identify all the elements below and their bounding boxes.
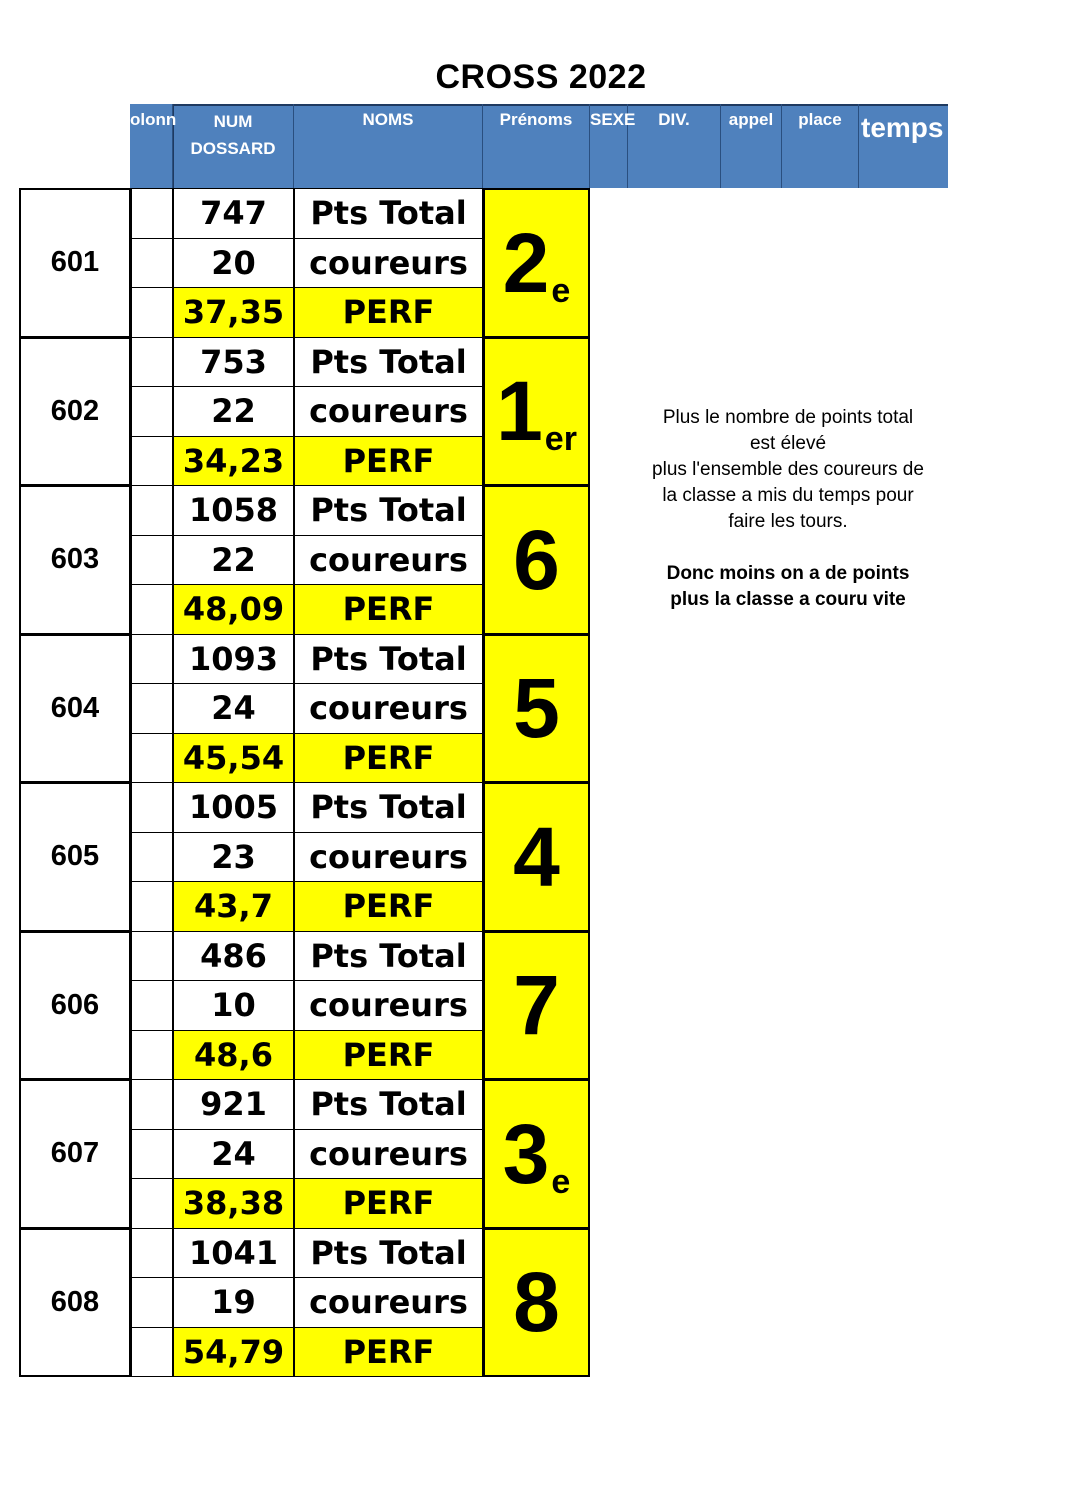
header-prenoms: Prénoms: [483, 104, 590, 188]
blank-cell: [131, 1327, 173, 1378]
rank-suffix: e: [551, 1162, 571, 1201]
class-name: 603: [19, 485, 131, 635]
perf-label: PERF: [294, 584, 483, 635]
blank-cell: [131, 535, 173, 586]
points-label: Pts Total: [294, 485, 483, 536]
runners-label: coureurs: [294, 535, 483, 586]
perf-label: PERF: [294, 733, 483, 784]
class-name: 608: [19, 1228, 131, 1378]
blank-cell: [131, 832, 173, 883]
perf-value: 34,23: [173, 436, 294, 487]
rank-number: 3: [502, 1106, 550, 1201]
points-label: Pts Total: [294, 1079, 483, 1130]
rank-suffix: e: [551, 271, 571, 310]
blank-cell: [131, 238, 173, 289]
blank-cell: [131, 634, 173, 685]
runners-label: coureurs: [294, 386, 483, 437]
points-label: Pts Total: [294, 931, 483, 982]
points-value: 747: [173, 188, 294, 239]
rank-cell: [483, 337, 590, 487]
blank-cell: [131, 881, 173, 932]
points-value: 921: [173, 1079, 294, 1130]
header-sexe: SEXE: [590, 104, 628, 188]
blank-cell: [131, 584, 173, 635]
header-appel: appel: [721, 104, 782, 188]
header-place: place: [782, 104, 859, 188]
runners-value: 22: [173, 535, 294, 586]
blank-cell: [131, 782, 173, 833]
note-bold-line: Donc moins on a de points: [666, 563, 910, 584]
runners-label: coureurs: [294, 238, 483, 289]
points-value: 1058: [173, 485, 294, 536]
rank-cell: [483, 634, 590, 784]
perf-value: 37,35: [173, 287, 294, 338]
perf-value: 43,7: [173, 881, 294, 932]
blank-cell: [131, 733, 173, 784]
note-line: Plus le nombre de points total: [662, 407, 914, 428]
perf-value: 48,09: [173, 584, 294, 635]
header-noms: NOMS: [294, 104, 483, 188]
blank-cell: [131, 436, 173, 487]
points-label: Pts Total: [294, 782, 483, 833]
perf-label: PERF: [294, 1178, 483, 1229]
blank-cell: [131, 1079, 173, 1130]
blank-cell: [131, 287, 173, 338]
blank-cell: [131, 337, 173, 388]
header-temps: temps: [861, 112, 944, 143]
perf-value: 38,38: [173, 1178, 294, 1229]
runners-label: coureurs: [294, 1277, 483, 1328]
runners-value: 23: [173, 832, 294, 883]
rank-number: 2: [502, 215, 550, 310]
points-value: 753: [173, 337, 294, 388]
runners-label: coureurs: [294, 683, 483, 734]
blank-cell: [131, 1129, 173, 1180]
points-value: 486: [173, 931, 294, 982]
rank-number: 5: [513, 661, 560, 756]
note-bold-line: plus la classe a couru vite: [670, 589, 906, 610]
runners-value: 10: [173, 980, 294, 1031]
header-div: DIV.: [628, 104, 721, 188]
points-label: Pts Total: [294, 188, 483, 239]
runners-value: 19: [173, 1277, 294, 1328]
class-name: 604: [19, 634, 131, 784]
rank-suffix: er: [544, 420, 577, 458]
perf-label: PERF: [294, 287, 483, 338]
blank-cell: [131, 386, 173, 437]
blank-cell: [131, 188, 173, 239]
note-line: est élevé: [749, 433, 827, 454]
perf-label: PERF: [294, 881, 483, 932]
note-line: plus l'ensemble des coureurs de: [652, 459, 924, 480]
note-line: faire les tours.: [728, 511, 848, 532]
runners-label: coureurs: [294, 832, 483, 883]
points-value: 1041: [173, 1228, 294, 1279]
blank-cell: [131, 1030, 173, 1081]
rank-cell: [483, 188, 590, 338]
header-colonne: olonn: [130, 104, 173, 188]
note-line: la classe a mis du temps pour: [662, 485, 914, 506]
perf-label: PERF: [294, 1030, 483, 1081]
blank-cell: [131, 931, 173, 982]
perf-label: PERF: [294, 1327, 483, 1378]
runners-value: 20: [173, 238, 294, 289]
header-num-dossard: NUM DOSSARD: [173, 104, 294, 188]
perf-value: 54,79: [173, 1327, 294, 1378]
blank-cell: [131, 485, 173, 536]
rank-cell: [483, 1228, 590, 1378]
runners-label: coureurs: [294, 980, 483, 1031]
runners-value: 24: [173, 683, 294, 734]
runners-value: 22: [173, 386, 294, 437]
class-name: 605: [19, 782, 131, 932]
points-value: 1005: [173, 782, 294, 833]
blank-cell: [131, 980, 173, 1031]
rank-cell: [483, 782, 590, 932]
rank-cell: [483, 485, 590, 635]
runners-label: coureurs: [294, 1129, 483, 1180]
perf-label: PERF: [294, 436, 483, 487]
blank-cell: [131, 1228, 173, 1279]
perf-value: 45,54: [173, 733, 294, 784]
points-label: Pts Total: [294, 1228, 483, 1279]
points-value: 1093: [173, 634, 294, 685]
class-name: 606: [19, 931, 131, 1081]
blank-cell: [131, 1277, 173, 1328]
points-label: Pts Total: [294, 634, 483, 685]
class-name: 601: [19, 188, 131, 338]
points-label: Pts Total: [294, 337, 483, 388]
rank-number: 8: [513, 1255, 560, 1350]
runners-value: 24: [173, 1129, 294, 1180]
blank-cell: [131, 683, 173, 734]
page-title: CROSS 2022: [435, 58, 647, 96]
blank-cell: [131, 1178, 173, 1229]
rank-cell: [483, 1079, 590, 1229]
class-name: 602: [19, 337, 131, 487]
explanation-note: [618, 405, 958, 613]
rank-number: 7: [513, 958, 560, 1053]
rank-number: 4: [513, 809, 560, 904]
rank-number: 6: [513, 512, 560, 607]
rank-cell: [483, 931, 590, 1081]
class-name: 607: [19, 1079, 131, 1229]
perf-value: 48,6: [173, 1030, 294, 1081]
rank-number: 1: [496, 364, 543, 459]
